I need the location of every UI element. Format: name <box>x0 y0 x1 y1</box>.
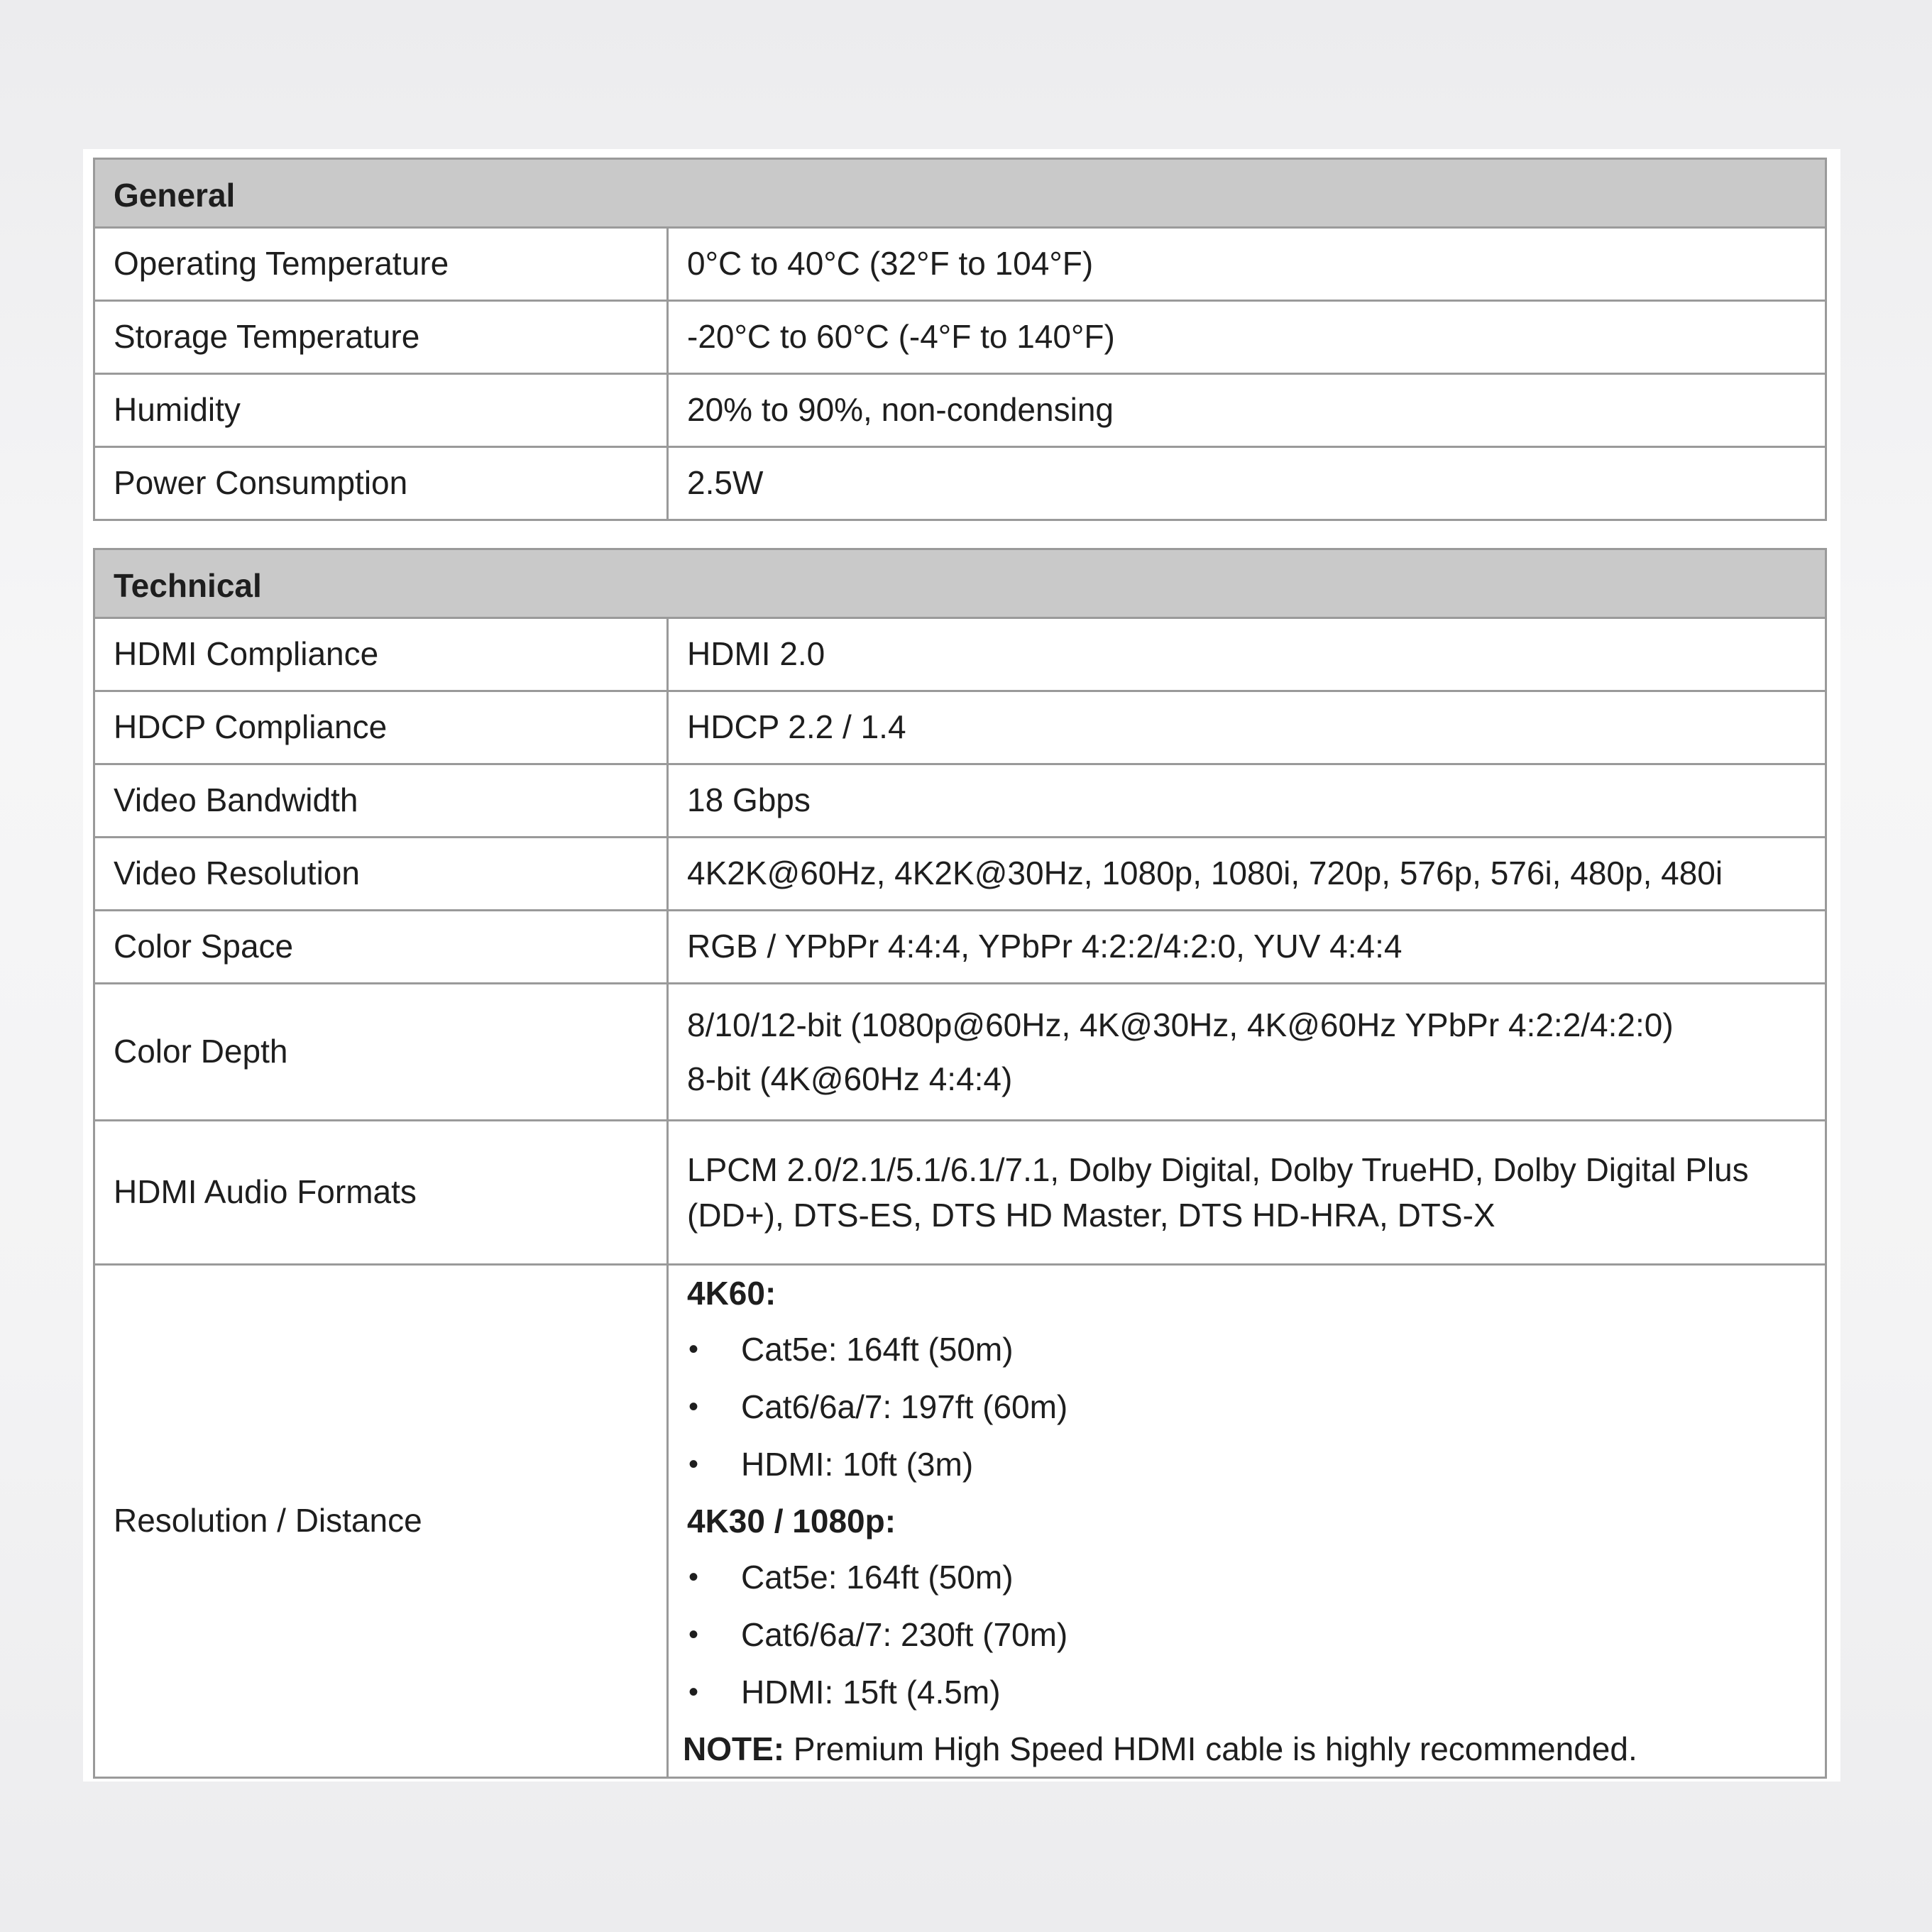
list-item: • HDMI: 10ft (3m) <box>687 1436 1806 1493</box>
list-item: • HDMI: 15ft (4.5m) <box>687 1664 1806 1721</box>
table-row <box>94 691 1826 764</box>
spec-value: HDCP 2.2 / 1.4 <box>668 691 1826 764</box>
table-row <box>94 618 1826 691</box>
color-depth-line: 8/10/12-bit (1080p@60Hz, 4K@30Hz, 4K@60Hz YPbPr 4:2:2/4:2:0) <box>687 1006 1674 1043</box>
spec-label: Power Consumption <box>94 447 668 520</box>
spec-value: RGB / YPbPr 4:4:4, YPbPr 4:2:2/4:2:0, YUV 4:4:4 <box>668 911 1826 984</box>
list-item: • Cat6/6a/7: 230ft (70m) <box>687 1606 1806 1664</box>
spec-value: HDMI 2.0 <box>668 618 1826 691</box>
spec-value: 2.5W <box>668 447 1826 520</box>
spec-label: HDCP Compliance <box>94 691 668 764</box>
spec-label: Resolution / Distance <box>94 1265 668 1778</box>
spec-value: 18 Gbps <box>668 764 1826 838</box>
section-header-row <box>94 549 1826 618</box>
spec-label: Color Space <box>94 911 668 984</box>
spec-label: Storage Temperature <box>94 301 668 374</box>
bullet-icon: • <box>688 1676 699 1708</box>
list-item: • Cat5e: 164ft (50m) <box>687 1321 1806 1378</box>
table-row <box>94 984 1826 1121</box>
spec-label: Video Bandwidth <box>94 764 668 838</box>
section-header-row <box>94 159 1826 228</box>
spec-value: 4K2K@60Hz, 4K2K@30Hz, 1080p, 1080i, 720p, 576p, 576i, 480p, 480i <box>668 838 1826 911</box>
table-row <box>94 764 1826 838</box>
bullet-icon: • <box>688 1619 699 1650</box>
table-row <box>94 911 1826 984</box>
spec-label: HDMI Audio Formats <box>94 1121 668 1265</box>
table-row <box>94 447 1826 520</box>
note-text: Premium High Speed HDMI cable is highly recommended. <box>784 1730 1637 1767</box>
distance-list <box>687 1549 1806 1721</box>
spec-label: HDMI Compliance <box>94 618 668 691</box>
spec-label: Color Depth <box>94 984 668 1121</box>
spec-value: 0°C to 40°C (32°F to 104°F) <box>668 228 1826 301</box>
audio-format-line: LPCM 2.0/2.1/5.1/6.1/7.1, Dolby Digital, Dolby TrueHD, Dolby Digital Plus <box>687 1151 1749 1188</box>
spec-value <box>668 1265 1826 1778</box>
table-row <box>94 301 1826 374</box>
spec-value: -20°C to 60°C (-4°F to 140°F) <box>668 301 1826 374</box>
table-row <box>94 1121 1826 1265</box>
spec-label: Video Resolution <box>94 838 668 911</box>
distance-group-title: 4K30 / 1080p: <box>687 1503 896 1539</box>
table-row <box>94 1265 1826 1778</box>
table-row <box>94 374 1826 447</box>
bullet-icon: • <box>688 1561 699 1593</box>
spec-sheet <box>83 149 1840 1782</box>
list-item: • Cat5e: 164ft (50m) <box>687 1549 1806 1606</box>
distance-list <box>687 1321 1806 1493</box>
color-depth-line: 8-bit (4K@60Hz 4:4:4) <box>687 1060 1013 1097</box>
list-item: • Cat6/6a/7: 197ft (60m) <box>687 1378 1806 1436</box>
spec-value: 20% to 90%, non-condensing <box>668 374 1826 447</box>
audio-format-line: (DD+), DTS-ES, DTS HD Master, DTS HD-HRA, DTS-X <box>687 1197 1495 1234</box>
section-heading-general: General <box>94 159 1826 228</box>
spec-value <box>668 1121 1826 1265</box>
note-label: NOTE: <box>683 1730 785 1767</box>
technical-spec-table <box>93 548 1827 1779</box>
cable-note <box>683 1721 1806 1777</box>
bullet-icon: • <box>688 1334 699 1365</box>
bullet-icon: • <box>688 1449 699 1480</box>
general-spec-table <box>93 158 1827 521</box>
spec-value <box>668 984 1826 1121</box>
table-row <box>94 228 1826 301</box>
distance-group-title: 4K60: <box>687 1275 776 1312</box>
bullet-icon: • <box>688 1391 699 1422</box>
section-heading-technical: Technical <box>94 549 1826 618</box>
spec-label: Operating Temperature <box>94 228 668 301</box>
table-row <box>94 838 1826 911</box>
spec-label: Humidity <box>94 374 668 447</box>
